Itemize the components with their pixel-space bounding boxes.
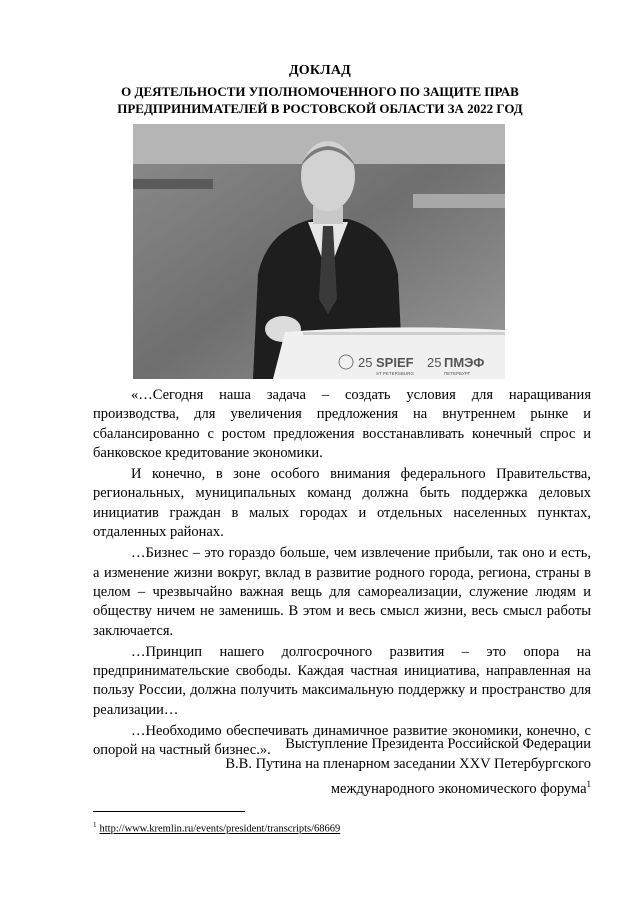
sign-word-left: SPIEF xyxy=(376,355,414,370)
document-subtitle xyxy=(90,83,550,117)
document-title: ДОКЛАД xyxy=(288,63,352,78)
sign-small-right: ПЕТЕРБУРГ xyxy=(444,371,471,376)
quote-attribution xyxy=(0,734,591,799)
subtitle-line-1: О ДЕЯТЕЛЬНОСТИ УПОЛНОМОЧЕННОГО ПО ЗАЩИТЕ ПРАВ xyxy=(121,84,519,99)
attribution-line-3 xyxy=(0,774,591,799)
attribution-line-1: Выступление Президента Российской Федерации xyxy=(285,736,591,752)
quote-paragraph-3: …Бизнес – это гораздо больше, чем извлечение прибыли, так оно и есть, а изменение жизни вокруг, вклад в развитие родного города, региона, страны в целом – чрезвычайно важная вещь для самореализации, служение людям и обществу ничем не заменишь. В этом и весь смысл жизни, весь смысл работы заключается. xyxy=(93,545,591,639)
quote-body xyxy=(93,386,591,763)
subtitle-line-2: ПРЕДПРИНИМАТЕЛЕЙ В РОСТОВСКОЙ ОБЛАСТИ ЗА 2022 ГОД xyxy=(117,101,523,116)
quote-paragraph-5: …Необходимо обеспечивать динамичное развитие экономики, конечно, с опорой на частный бизнес.». xyxy=(93,723,591,759)
sign-number-right: 25 xyxy=(427,355,442,370)
sign-small-left: ST PETERSBURG xyxy=(376,371,414,376)
footnote-separator xyxy=(93,811,245,812)
footnote-link[interactable]: http://www.kremlin.ru/events/president/transcripts/68669 xyxy=(99,823,341,835)
attribution-line-2: В.В. Путина на пленарном заседании XXV Петербургского xyxy=(225,756,591,772)
sign-word-right: ПМЭФ xyxy=(444,355,485,370)
speaker-photo xyxy=(133,124,505,379)
quote-paragraph-4: …Принцип нашего долгосрочного развития – это опора на предпринимательские свободы. Каждая частная инициатива, направленная на пользу России, должна получить максимальную поддержку и пространство для реализации… xyxy=(93,643,591,718)
quote-paragraph-1: «…Сегодня наша задача – создать условия для наращивания производства, для увеличения предложения на внутреннем рынке и сбалансированно с ростом предложения восстанавливать конечный спрос и банковское кредитование экономики. xyxy=(93,387,591,461)
attribution-line-3-text: международного экономического форума xyxy=(330,780,587,797)
sign-number-left: 25 xyxy=(358,355,373,370)
footnote-number: 1 xyxy=(93,821,97,829)
footnote xyxy=(93,821,340,835)
quote-paragraph-2: И конечно, в зоне особого внимания федерального Правительства, региональных, муниципальных команд должна быть поддержка деловых инициатив граждан в малых городах и отдельных населенных пунктах, отдаленных районах. xyxy=(93,466,591,541)
footnote-reference[interactable]: 1 xyxy=(586,779,591,789)
